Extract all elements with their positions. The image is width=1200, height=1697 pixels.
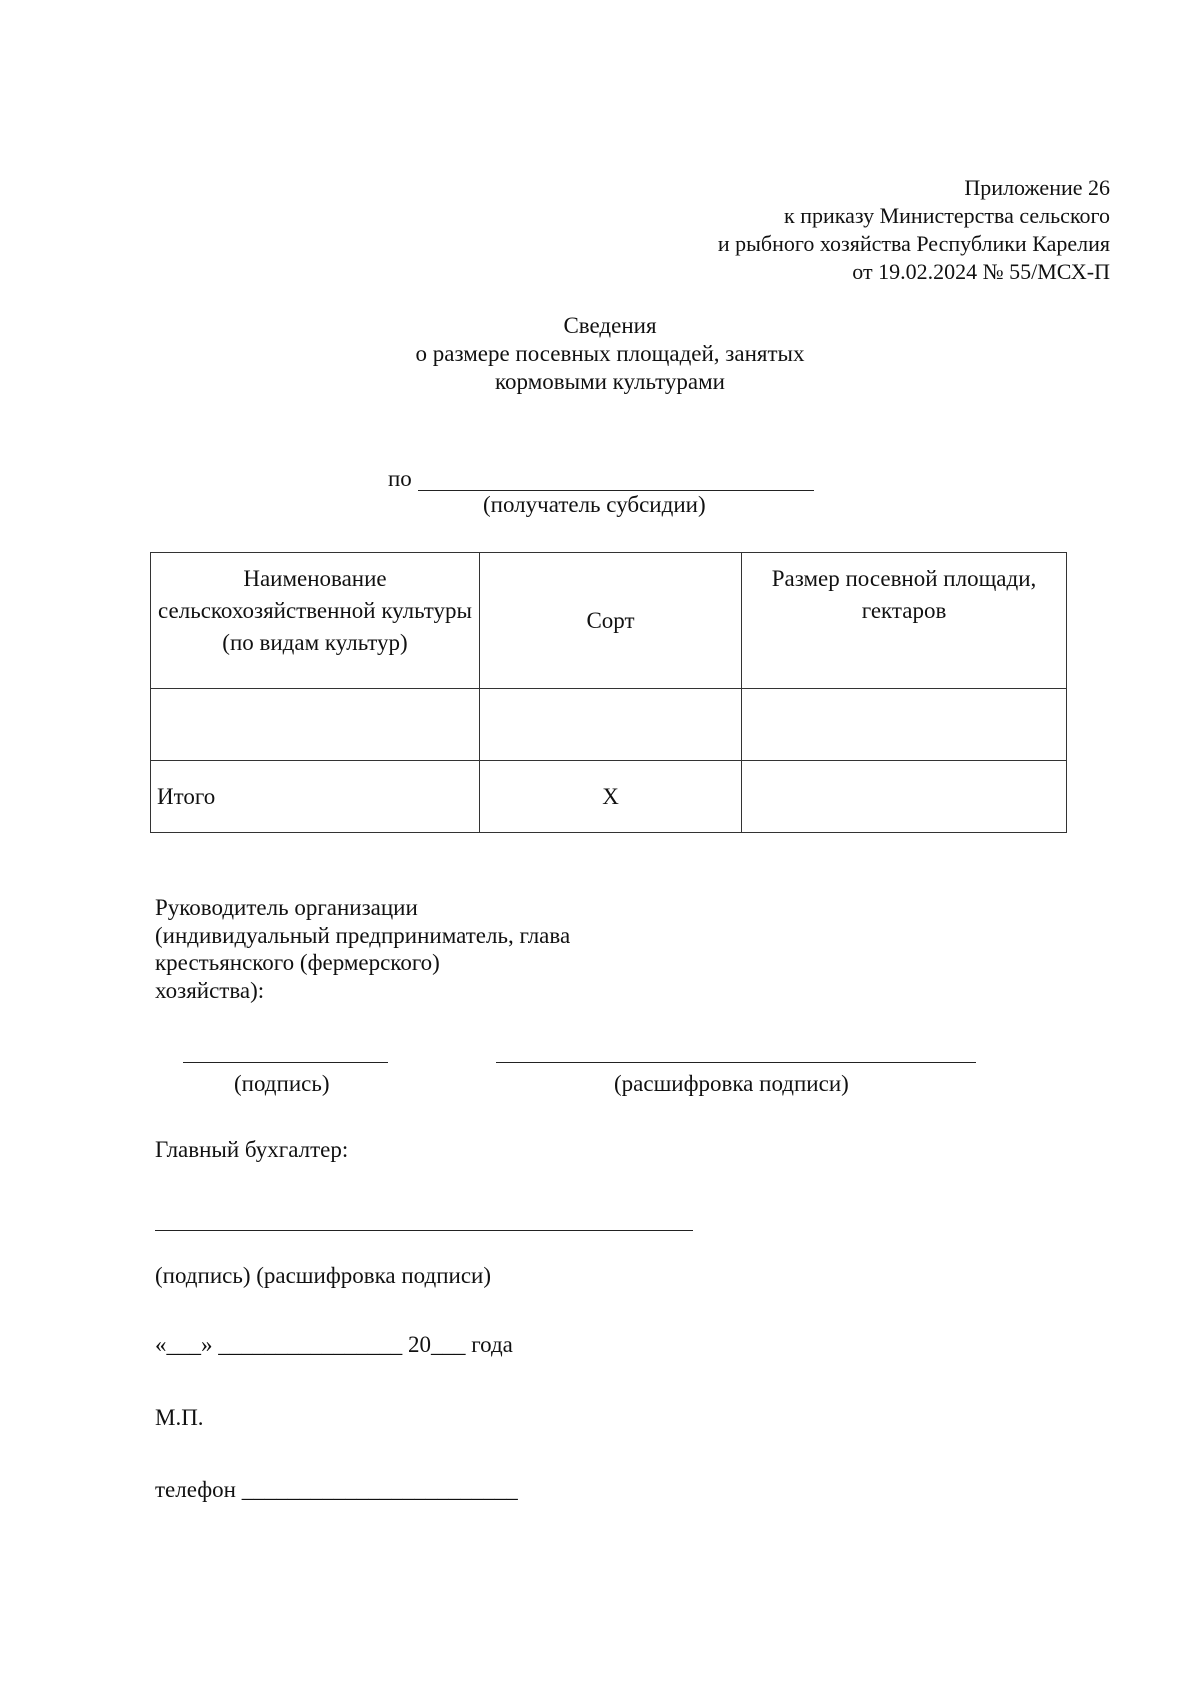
table-total-row bbox=[151, 761, 1067, 833]
document-title bbox=[0, 312, 1200, 396]
total-label: Итого bbox=[151, 761, 480, 833]
head-line-3: крестьянского (фермерского) bbox=[155, 950, 440, 975]
head-line-4: хозяйства): bbox=[155, 978, 265, 1003]
accountant-caption: (подпись) (расшифровка подписи) bbox=[155, 1263, 492, 1288]
stamp-label: М.П. bbox=[155, 1405, 204, 1430]
head-line-2: (индивидуальный предприниматель, глава bbox=[155, 923, 571, 948]
table-row bbox=[151, 689, 1067, 761]
title-line-3: кормовыми культурами bbox=[495, 369, 725, 394]
head-decode-line[interactable] bbox=[496, 1062, 976, 1063]
header-area: Размер посевной площади, гектаров bbox=[742, 553, 1067, 689]
recipient-caption: (получатель субсидии) bbox=[483, 492, 706, 517]
cell-area[interactable] bbox=[742, 689, 1067, 761]
appendix-line-1: Приложение 26 bbox=[964, 175, 1110, 200]
date-line[interactable]: «___» ________________ 20___ года bbox=[155, 1332, 513, 1357]
appendix-line-3: и рыбного хозяйства Республики Карелия bbox=[717, 231, 1110, 256]
header-variety: Сорт bbox=[480, 553, 742, 689]
accountant-label: Главный бухгалтер: bbox=[155, 1137, 349, 1162]
appendix-block bbox=[718, 174, 1110, 286]
total-area[interactable] bbox=[742, 761, 1067, 833]
total-variety: X bbox=[480, 761, 742, 833]
header-crop: Наименование сельскохозяйственной культуры (по видам культур) bbox=[151, 553, 480, 689]
table-header-row bbox=[151, 553, 1067, 689]
head-decode-caption: (расшифровка подписи) bbox=[614, 1071, 849, 1096]
title-line-1: Сведения bbox=[563, 313, 657, 338]
appendix-line-2: к приказу Министерства сельского bbox=[784, 203, 1110, 228]
head-signature-line[interactable] bbox=[183, 1062, 388, 1063]
head-signature-caption: (подпись) bbox=[234, 1071, 330, 1096]
cell-crop[interactable] bbox=[151, 689, 480, 761]
crop-area-table bbox=[150, 552, 1067, 833]
title-line-2: о размере посевных площадей, занятых bbox=[415, 341, 805, 366]
accountant-signature-line[interactable] bbox=[155, 1230, 693, 1231]
recipient-prefix: по bbox=[388, 466, 412, 491]
cell-variety[interactable] bbox=[480, 689, 742, 761]
phone-line[interactable]: телефон ________________________ bbox=[155, 1477, 518, 1502]
head-line-1: Руководитель организации bbox=[155, 895, 418, 920]
appendix-line-4: от 19.02.2024 № 55/МСХ-П bbox=[852, 259, 1110, 284]
